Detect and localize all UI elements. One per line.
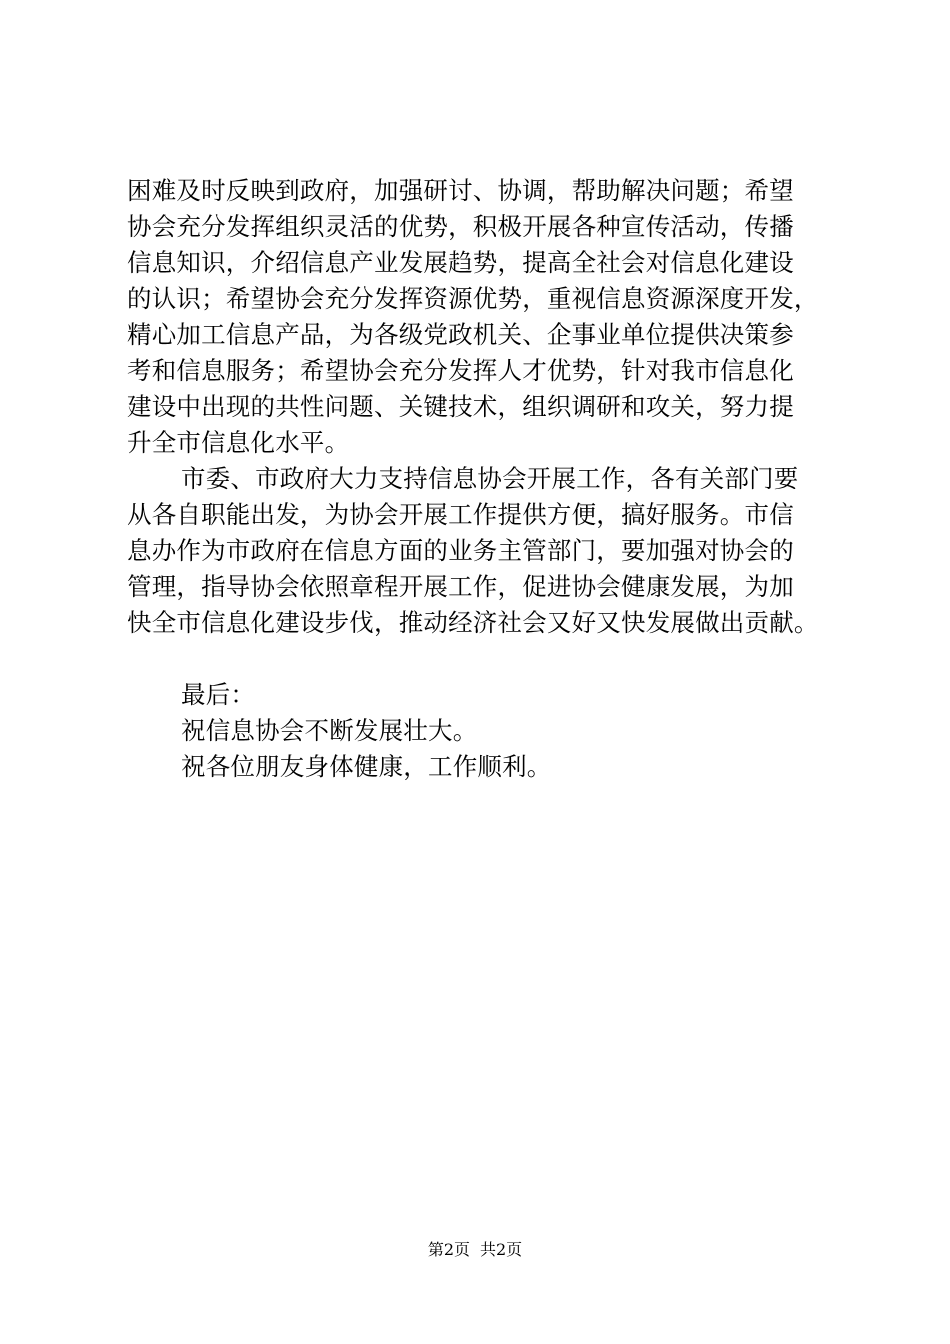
- paragraph-line: 建设中出现的共性问题、关键技术，组织调研和攻关，努力提: [127, 392, 794, 421]
- paragraph-2: [127, 461, 847, 641]
- paragraph-line: 息办作为市政府在信息方面的业务主管部门，要加强对协会的: [127, 536, 794, 565]
- paragraph-line: 精心加工信息产品，为各级党政机关、企事业单位提供决策参: [127, 320, 794, 349]
- paragraph-line: 市委、市政府大力支持信息协会开展工作，各有关部门要: [181, 464, 799, 493]
- paragraph-line: 从各自职能出发，为协会开展工作提供方便，搞好服务。市信: [127, 500, 794, 529]
- paragraph-1: [127, 173, 847, 461]
- page-total: 共2页: [480, 1240, 523, 1259]
- closing-wish: 祝各位朋友身体健康，工作顺利。: [181, 752, 552, 781]
- paragraph-line: 考和信息服务；希望协会充分发挥人才优势，针对我市信息化: [127, 356, 794, 385]
- paragraph-line: 快全市信息化建设步伐，推动经济社会又好又快发展做出贡献。: [127, 608, 819, 637]
- paragraph-line: 困难及时反映到政府，加强研讨、协调，帮助解决问题；希望: [127, 176, 794, 205]
- page-number: 第2页: [427, 1240, 470, 1259]
- paragraph-line: 管理，指导协会依照章程开展工作，促进协会健康发展，为加: [127, 572, 794, 601]
- closing-wish: 祝信息协会不断发展壮大。: [181, 716, 478, 745]
- blank-line: [127, 641, 847, 677]
- paragraph-line: 的认识；希望协会充分发挥资源优势，重视信息资源深度开发，: [127, 284, 819, 313]
- paragraph-line: 协会充分发挥组织灵活的优势，积极开展各种宣传活动，传播: [127, 212, 794, 241]
- page-footer: [0, 1240, 950, 1260]
- closing-heading: 最后：: [181, 680, 256, 709]
- paragraph-line: 信息知识，介绍信息产业发展趋势，提高全社会对信息化建设: [127, 248, 794, 277]
- closing-section: [127, 677, 847, 785]
- paragraph-line: 升全市信息化水平。: [127, 428, 350, 457]
- document-body: [127, 173, 847, 785]
